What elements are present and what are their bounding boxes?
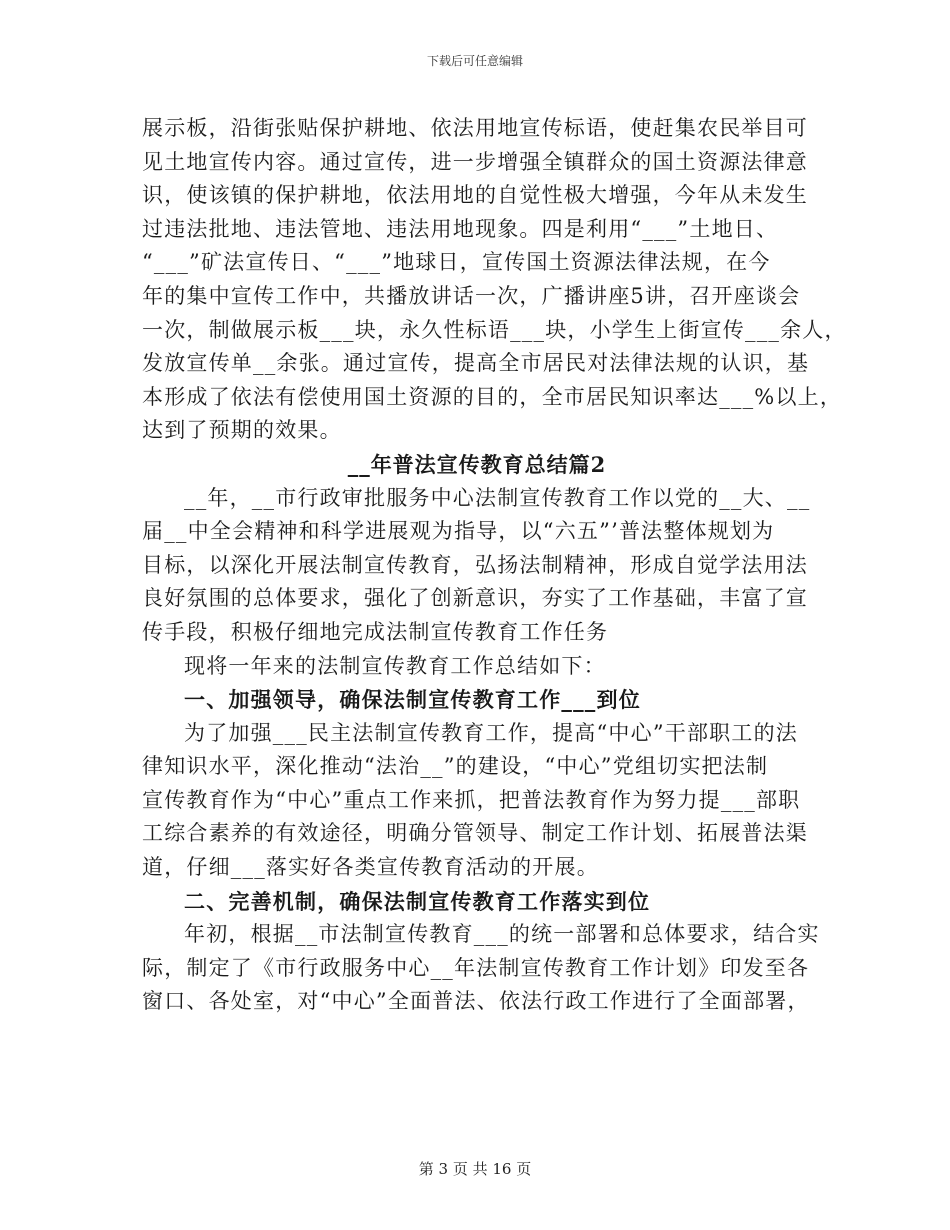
section-title: __年普法宣传教育总结篇2 (347, 451, 607, 477)
body-line: 工综合素养的有效途径，明确分管领导、制定工作计划、拓展普法渠 (142, 821, 808, 846)
body-line: 识，使该镇的保护耕地，依法用地的自觉性极大增强，今年从未发生 (142, 183, 808, 208)
body-line: 道，仔细___落实好各类宣传教育活动的开展。 (142, 855, 599, 880)
body-line: 为了加强___民主法制宣传教育工作，提高“中心”干部职工的法 (184, 720, 798, 745)
body-line: 达到了预期的效果。 (142, 418, 342, 443)
body-line: 良好氛围的总体要求，强化了创新意识，夯实了工作基础，丰富了宣 (142, 586, 808, 611)
body-line: 过违法批地、违法管地、违法用地现象。四是利用“___”土地日、 (142, 216, 779, 241)
body-line: 目标，以深化开展法制宣传教育，弘扬法制精神，形成自觉学法用法 (142, 552, 808, 577)
body-line: 律知识水平，深化推动“法治__”的建设，“中心”党组切实把法制 (142, 754, 769, 779)
body-line: 一次，制做展示板___块，永久性标语___块，小学生上街宣传___余人， (142, 317, 847, 342)
page-number: 第 3 页 共 16 页 (418, 1160, 532, 1178)
body-line: 本形成了依法有偿使用国土资源的目的，全市居民知识率达___%以上， (142, 384, 843, 409)
document-body (142, 112, 847, 1019)
subheading-1: 一、加强领导，确保法制宣传教育工作___到位 (184, 687, 641, 713)
body-line: 届__中全会精神和科学进展观为指导，以“六五”’普法整体规划为 (142, 519, 775, 544)
body-line: __年，__市行政审批服务中心法制宣传教育工作以党的__大、__ (184, 485, 811, 510)
subheading-2: 二、完善机制，确保法制宣传教育工作落实到位 (184, 888, 651, 914)
body-line: “___”矿法宣传日、“___”地球日，宣传国土资源法律法规，在今 (142, 250, 771, 275)
body-line: 发放宣传单__余张。通过宣传，提高全市居民对法律法规的认识，基 (142, 351, 810, 376)
body-line: 年的集中宣传工作中，共播放讲话一次，广播讲座5讲，召开座谈会 (142, 283, 801, 308)
body-line: 宣传教育作为“中心”重点工作来抓，把普法教育作为努力提___部职 (142, 787, 801, 812)
body-line: 现将一年来的法制宣传教育工作总结如下： (184, 653, 606, 678)
body-line: 年初，根据__市法制宣传教育___的统一部署和总体要求，结合实 (184, 922, 820, 947)
body-line: 见土地宣传内容。通过宣传，进一步增强全镇群众的国土资源法律意 (142, 149, 808, 174)
page-header-note: 下载后可任意编辑 (426, 54, 523, 68)
body-line: 际，制定了《市行政服务中心__年法制宣传教育工作计划》印发至各 (142, 955, 810, 980)
body-line: 窗口、各处室，对“中心”全面普法、依法行政工作进行了全面部署， (142, 989, 810, 1014)
body-line: 展示板，沿街张贴保护耕地、依法用地宣传标语，使赶集农民举目可 (142, 116, 808, 140)
body-line: 传手段，积极仔细地完成法制宣传教育工作任务 (142, 619, 609, 644)
